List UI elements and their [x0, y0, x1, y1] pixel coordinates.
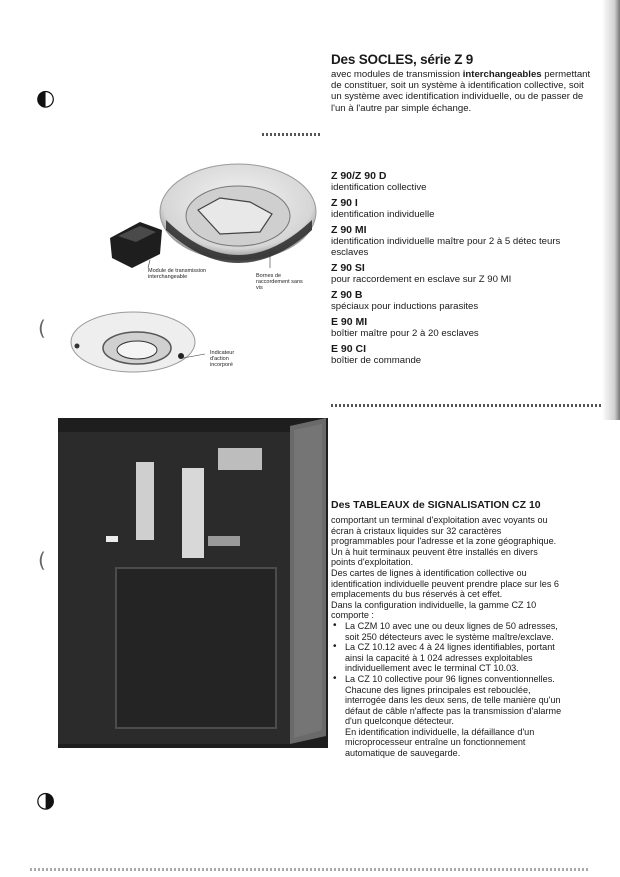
- model-code: E 90 MI: [331, 316, 368, 328]
- model-item: [331, 170, 593, 193]
- detector-indicator-photo: [65, 304, 215, 384]
- model-desc: boîtier de commande: [331, 355, 422, 366]
- list-item: • La CZ 10.12 avec 4 à 24 lignes identifiables, portant ainsi la capacité à 1 024 adresses exploitables individuellement avec le terminal CT 10.03.: [345, 642, 563, 674]
- model-code: Z 90 I: [331, 197, 358, 209]
- caption-leader: [148, 260, 150, 268]
- model-code: Z 90 B: [331, 289, 363, 301]
- scan-rule: [30, 868, 590, 871]
- model-code: Z 90 MI: [331, 224, 367, 236]
- detector-notch: [75, 344, 80, 349]
- model-item: [331, 197, 593, 220]
- binder-hole-mark: (: [38, 316, 46, 340]
- list-item: • La CZ 10 collective pour 96 lignes conventionnelles.: [345, 674, 563, 685]
- indicator-panel: [182, 468, 204, 558]
- cabinet-lower-door: [116, 568, 276, 728]
- model-desc: pour raccordement en esclave sur Z 90 MI: [331, 274, 512, 285]
- model-desc: identification individuelle: [331, 209, 435, 220]
- tableaux-paragraph: Dans la configuration individuelle, la gamme CZ 10 comporte :: [331, 599, 537, 621]
- socles-intro: avec modules de transmission interchangeables permettant de constituer, soit un système à identification collective, soit un système avec identification individuelle, ou de passer de l'un à l'autre par simple échange.: [331, 69, 591, 114]
- tableaux-bullet-list: [331, 621, 563, 685]
- model-item: [331, 316, 593, 339]
- cabinet-photo: [58, 418, 328, 748]
- binder-hole-mark: ◑: [36, 788, 56, 813]
- model-item: [331, 262, 593, 285]
- tableaux-paragraph: Des cartes de lignes à identification collective ou identification individuelle peuvent prendre place sur les 6 emplacements du bus réservés à cet effet.: [331, 567, 559, 600]
- socle-module-photo: [100, 150, 325, 290]
- model-code: Z 90/Z 90 D: [331, 170, 387, 182]
- label-plate: [208, 536, 240, 546]
- tableaux-title: Des TABLEAUX de SIGNALISATION CZ 10: [331, 499, 541, 511]
- tableaux-body: [331, 515, 563, 759]
- cabinet-side-texture: [294, 424, 322, 738]
- tableaux-paragraph: comportant un terminal d'exploitation avec voyants ou écran à cristaux liquides sur 32 caractères programmables pour l'adresse et la zone géographique.: [331, 515, 557, 547]
- model-list: [331, 170, 593, 370]
- model-code: Z 90 SI: [331, 262, 365, 274]
- tableaux-paragraph: Un à huit terminaux peuvent être installés en divers points d'exploitation.: [331, 546, 538, 568]
- tableaux-paragraph: En identification individuelle, la défaillance d'un microprocesseur entraîne un fonctionnement automatique de sauvegarde.: [345, 726, 535, 759]
- caption-indicateur: Indicateur d'action incorporé: [210, 350, 235, 368]
- binder-hole-mark: (: [38, 548, 46, 572]
- model-item: [331, 289, 593, 312]
- caption-module: Module de transmission interchangeable: [148, 268, 207, 280]
- detector-center: [117, 341, 157, 359]
- scan-edge-shadow: [602, 0, 620, 420]
- label-plate: [218, 448, 262, 470]
- model-item: [331, 343, 593, 366]
- scan-rule: [262, 133, 320, 136]
- model-desc: boîtier maître pour 2 à 20 esclaves: [331, 328, 479, 339]
- socles-title: Des SOCLES, série Z 9: [331, 52, 474, 67]
- model-desc: identification individuelle maître pour 2 à 5 détec teurs esclaves: [331, 236, 561, 258]
- caption-bornes: Bornes de raccordement sans vis: [256, 273, 303, 291]
- terminal-panel: [136, 462, 154, 540]
- tableaux-paragraph: Chacune des lignes principales est rebouclée, interrogée dans les deux sens, de telle manière qu'un défaut de câble n'affecte pas la transmission d'alarme d'un quelconque détecteur.: [345, 684, 562, 727]
- list-item: • La CZM 10 avec une ou deux lignes de 50 adresses, soit 250 détecteurs avec le système maître/exclave.: [345, 621, 563, 642]
- model-code: E 90 CI: [331, 343, 367, 355]
- model-desc: identification collective: [331, 182, 427, 193]
- key-switch: [106, 536, 118, 542]
- model-desc: spéciaux pour inductions parasites: [331, 301, 479, 312]
- binder-hole-mark: ◐: [36, 86, 56, 111]
- model-item: [331, 224, 593, 258]
- scan-rule: [331, 404, 601, 407]
